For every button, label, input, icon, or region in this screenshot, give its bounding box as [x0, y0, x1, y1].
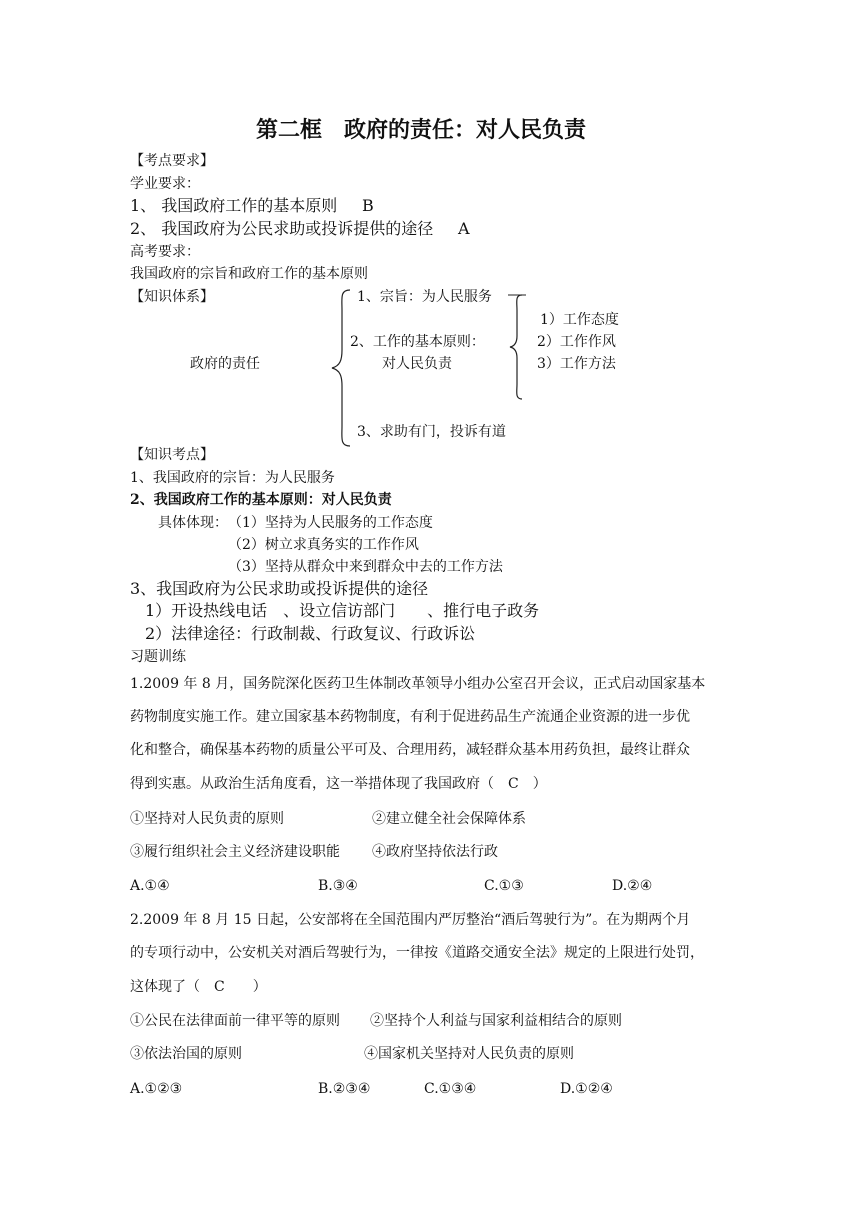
diagram-branch-1: 1、宗旨：为人民服务: [357, 289, 492, 305]
q1-line-1: 1.2009 年 8 月，国务院深化医药卫生体制改革领导小组办公室召开会议，正式启动国家基本: [130, 676, 706, 692]
q2-option-d: D.①②④: [560, 1081, 613, 1097]
q2-statement-3: ③依法治国的原则: [130, 1046, 242, 1062]
exercises-heading: 习题训练: [130, 649, 186, 665]
q2-statement-4: ④国家机关坚持对人民负责的原则: [364, 1046, 574, 1062]
knowledge-system-heading: 【知识体系】: [130, 289, 214, 305]
q2-statement-2: ②坚持个人利益与国家利益相结合的原则: [370, 1013, 622, 1029]
q1-option-d: D.②④: [612, 878, 653, 894]
q1-line-2: 药物制度实施工作。建立国家基本药物制度，有利于促进药品生产流通企业资源的进一步优: [130, 709, 690, 725]
q2-line-2: 的专项行动中，公安机关对酒后驾驶行为，一律按《道路交通安全法》规定的上限进行处罚，: [130, 945, 704, 961]
q2-option-a: A.①②③: [130, 1081, 183, 1097]
small-brace: [508, 294, 524, 400]
academic-item-1-level: B: [362, 196, 374, 215]
gaokao-label: 高考要求：: [130, 244, 200, 260]
q2-statement-1: ①公民在法律面前一律平等的原则: [130, 1013, 340, 1029]
diagram-branch-2-line2: 对人民负责: [382, 356, 452, 372]
point-3: 3、我国政府为公民求助或投诉提供的途径: [130, 579, 429, 598]
academic-item-2: 2、 我国政府为公民求助或投诉提供的途径: [130, 219, 434, 238]
knowledge-points-heading: 【知识考点】: [130, 447, 214, 463]
point-1: 1、我国政府的宗旨：为人民服务: [130, 470, 335, 486]
diagram-sub-item-3: 3）工作方法: [537, 356, 616, 372]
point-3-item-1: 1）开设热线电话 、设立信访部门 、推行电子政务: [145, 601, 540, 620]
q1-statement-1: ①坚持对人民负责的原则: [130, 811, 284, 827]
q1-option-a: A.①④: [130, 878, 170, 894]
academic-item-2-level: A: [458, 219, 470, 238]
diagram-branch-3: 3、求助有门，投诉有道: [357, 424, 506, 440]
q1-option-b: B.③④: [318, 878, 358, 894]
diagram-sub-item-2: 2）工作作风: [537, 334, 616, 350]
requirements-heading: 【考点要求】: [130, 153, 214, 169]
point-2-item-2: （2）树立求真务实的工作作风: [228, 537, 419, 553]
point-2-item-1: （1）坚持为人民服务的工作态度: [228, 515, 433, 531]
diagram-branch-2-line1: 2、工作的基本原则：: [350, 334, 485, 350]
academic-label: 学业要求：: [130, 176, 200, 192]
point-2-label: 具体体现：: [158, 515, 228, 531]
large-brace: [328, 288, 352, 448]
diagram-root: 政府的责任: [190, 356, 260, 372]
q1-line-4: 得到实惠。从政治生活角度看，这一举措体现了我国政府（ C ）: [130, 776, 547, 792]
q2-option-b: B.②③④: [318, 1081, 371, 1097]
point-3-item-2: 2）法律途径：行政制裁、行政复议、行政诉讼: [145, 624, 476, 643]
page-title: 第二框 政府的责任：对人民负责: [256, 117, 587, 143]
gaokao-text: 我国政府的宗旨和政府工作的基本原则: [130, 266, 368, 282]
academic-item-1: 1、 我国政府工作的基本原则: [130, 196, 338, 215]
q2-line-3: 这体现了（ C ）: [130, 979, 267, 995]
q1-option-c: C.①③: [484, 878, 524, 894]
point-2: 2、我国政府工作的基本原则：对人民负责: [130, 492, 392, 508]
q1-statement-3: ③履行组织社会主义经济建设职能: [130, 844, 340, 860]
q1-line-3: 化和整合，确保基本药物的质量公平可及、合理用药，减轻群众基本用药负担，最终让群众: [130, 742, 690, 758]
q1-statement-4: ④政府坚持依法行政: [372, 844, 498, 860]
diagram-sub-item-1: 1）工作态度: [540, 312, 619, 328]
q2-line-1: 2.2009 年 8 月 15 日起，公安部将在全国范围内严厉整治“酒后驾驶行为”。在为期两个月: [130, 912, 691, 928]
connector-line: [508, 294, 528, 298]
point-2-item-3: （3）坚持从群众中来到群众中去的工作方法: [228, 559, 503, 575]
q2-option-c: C.①③④: [424, 1081, 477, 1097]
q1-statement-2: ②建立健全社会保障体系: [372, 811, 526, 827]
